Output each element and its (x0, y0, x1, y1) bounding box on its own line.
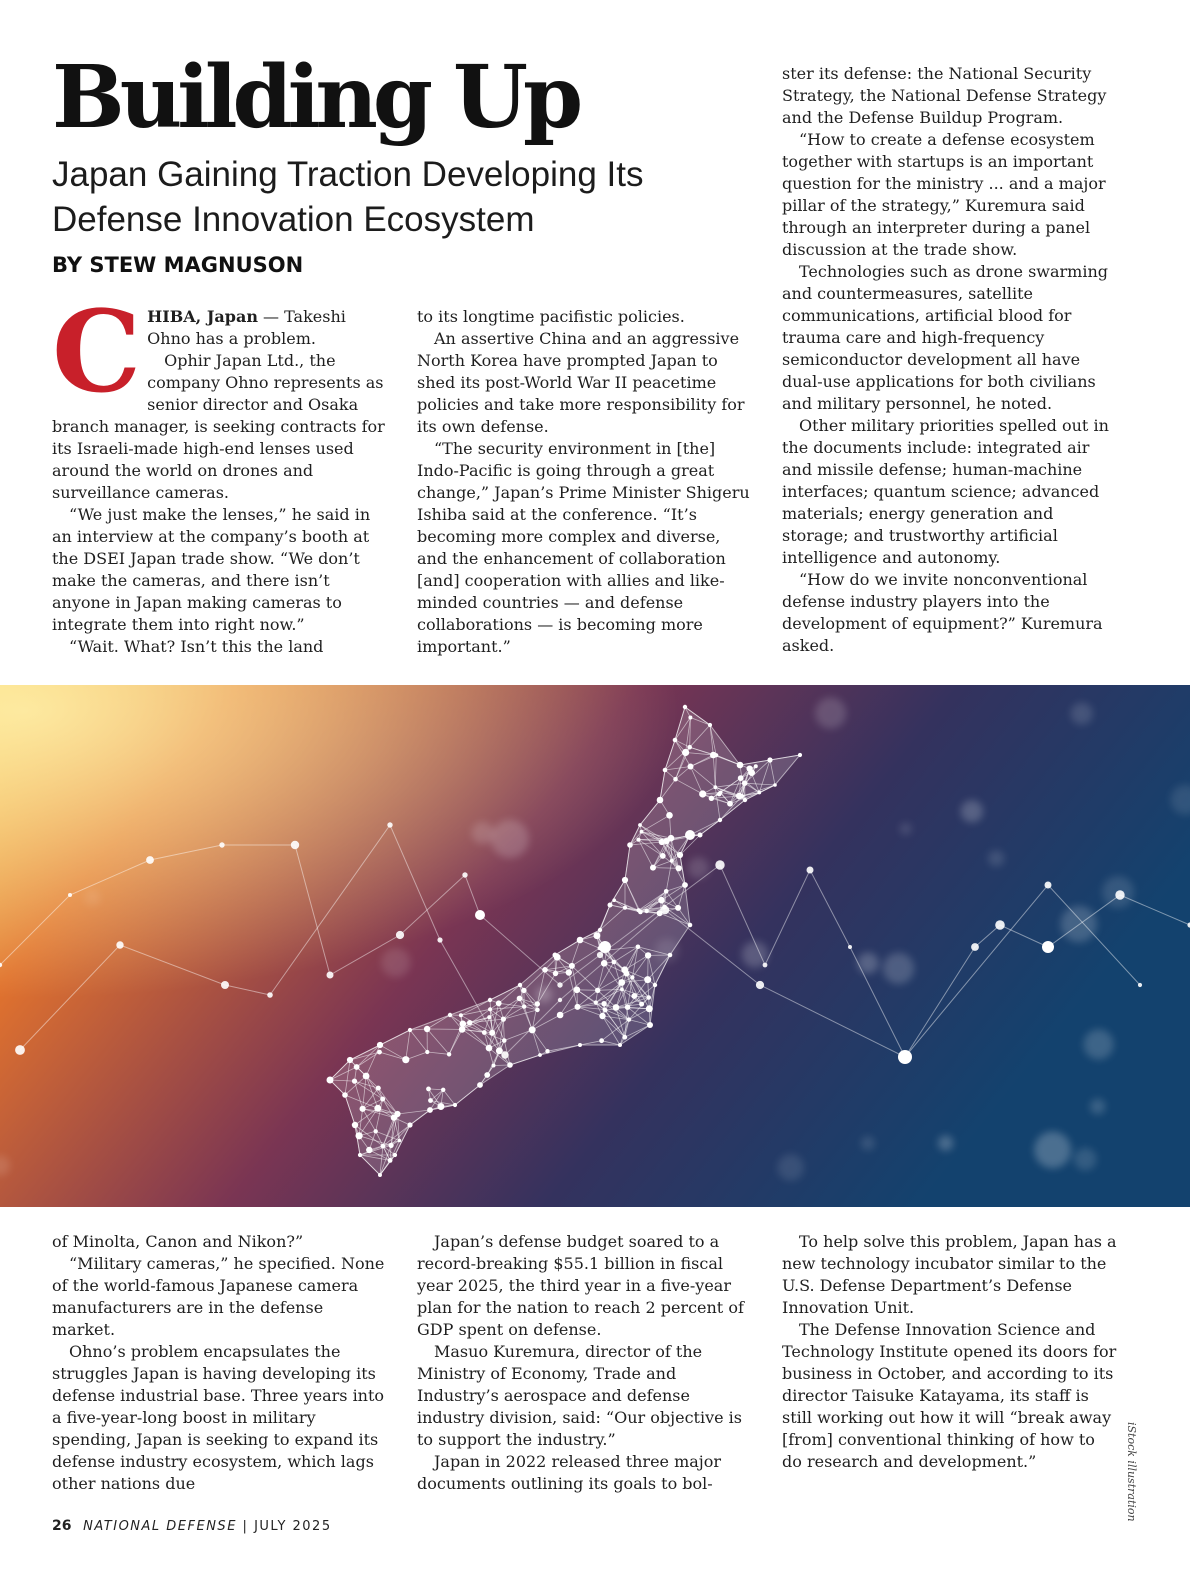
map-node (676, 865, 682, 871)
top-column-3 (782, 63, 1118, 657)
map-node (699, 790, 706, 797)
bokeh-light (1034, 1132, 1071, 1169)
map-node (354, 1064, 360, 1070)
map-node (425, 1050, 429, 1054)
network-node (437, 937, 442, 942)
map-node (714, 753, 718, 757)
network-node (848, 945, 852, 949)
bottom-column-2 (417, 1231, 753, 1495)
map-node (636, 838, 640, 842)
map-node (623, 906, 627, 910)
map-node (594, 932, 601, 939)
network-node (756, 981, 764, 989)
map-node (599, 1013, 605, 1019)
map-node (599, 941, 611, 953)
paragraph: “How do we invite nonconventional defense industry players into the development of equipment?” Kuremura asked. (782, 570, 1103, 655)
map-node (687, 745, 692, 750)
map-node (407, 1122, 412, 1127)
map-node (557, 1012, 564, 1019)
map-node (529, 1026, 536, 1033)
map-node (767, 757, 772, 762)
map-node (488, 1007, 492, 1011)
drop-cap: C (52, 287, 142, 418)
top-column-2 (417, 306, 753, 658)
map-node (459, 1013, 463, 1017)
map-node (459, 1026, 466, 1033)
paragraph: “The security environment in [the] Indo-Pacific is going through a great change,” Japan’s Prime Minister Shigeru Ishiba said at the conference. “It’s becoming more complex and diverse, and the enhancement of collaboration [and] cooperation with allies and like-minded countries — and defense collaborations — is becoming more important.” (417, 439, 750, 656)
page-number: 26 (52, 1518, 72, 1534)
map-node (644, 976, 651, 983)
map-node (507, 1062, 513, 1068)
map-node (389, 1143, 394, 1148)
map-node (393, 1153, 397, 1157)
continued-paragraph: of Minolta, Canon and Nikon?” (52, 1232, 304, 1251)
map-node (578, 1043, 582, 1047)
map-node (394, 1111, 400, 1117)
map-node (682, 882, 688, 888)
map-node (670, 859, 674, 863)
network-node (291, 841, 299, 849)
paragraph: “Military cameras,” he specified. None of the world-famous Japanese camera manufacturers are in the defense market. (52, 1254, 385, 1339)
top-column-1 (52, 287, 388, 658)
map-node (717, 792, 722, 797)
map-node (640, 830, 644, 834)
bokeh-light (1074, 1148, 1096, 1170)
map-node (675, 905, 681, 911)
map-node (366, 1147, 372, 1153)
map-node (618, 1043, 622, 1047)
map-node (380, 1097, 385, 1102)
map-node (377, 1042, 383, 1048)
map-node (356, 1132, 363, 1139)
map-node (698, 833, 703, 838)
map-node (773, 783, 777, 787)
map-node (327, 1077, 334, 1084)
map-node (622, 1035, 627, 1040)
map-node (360, 1106, 366, 1112)
map-node (662, 905, 667, 910)
map-node (666, 812, 673, 819)
map-node (342, 1092, 348, 1098)
map-node (437, 1103, 444, 1110)
dateline: HIBA, Japan (147, 307, 258, 326)
footer-separator: | (242, 1519, 249, 1534)
bokeh-light (1084, 1029, 1114, 1059)
map-node (668, 835, 675, 842)
map-node (376, 1086, 381, 1091)
map-node (577, 937, 584, 944)
map-node (448, 1013, 452, 1017)
map-node (378, 1173, 382, 1177)
image-credit: iStock illustration (1125, 1422, 1138, 1522)
map-node (553, 971, 558, 976)
article-subtitle: Japan Gaining Traction Developing Its Defense Innovation Ecosystem (52, 155, 644, 239)
map-node (688, 923, 693, 928)
map-node (663, 768, 668, 773)
bokeh-light (381, 948, 410, 977)
map-node (738, 775, 744, 781)
network-node (898, 1050, 912, 1064)
map-node (742, 781, 747, 786)
lead-text: — Takeshi Ohno has a problem. (147, 307, 346, 348)
map-node (535, 1001, 540, 1006)
map-node (688, 764, 694, 770)
map-node (618, 979, 625, 986)
map-node (492, 1064, 496, 1068)
publication-name: NATIONAL DEFENSE (83, 1519, 237, 1534)
network-node (462, 872, 467, 877)
map-node (636, 945, 641, 950)
bokeh-light (815, 698, 846, 729)
map-node (482, 1030, 487, 1035)
network-node (219, 842, 224, 847)
map-node (377, 1050, 382, 1055)
map-node (374, 1105, 381, 1112)
map-node (620, 988, 624, 992)
bokeh-light (84, 889, 100, 905)
network-node (396, 931, 404, 939)
map-node (708, 723, 712, 727)
continued-paragraph: to its longtime pacifistic policies. (417, 307, 685, 326)
map-node (757, 791, 761, 795)
map-node (718, 818, 722, 822)
map-node (518, 983, 522, 987)
map-node (599, 1038, 604, 1043)
map-node (748, 769, 755, 776)
map-node (743, 798, 747, 802)
network-node (387, 822, 392, 827)
map-node (598, 928, 602, 932)
bokeh-light (857, 953, 878, 974)
map-node (595, 988, 600, 993)
map-node (660, 853, 666, 859)
bottom-column-1 (52, 1231, 388, 1495)
map-node (646, 1005, 653, 1012)
map-node (477, 1082, 483, 1088)
paragraph: Masuo Kuremura, director of the Ministry of Economy, Trade and Industry’s aerospace and defense industry division, said: “Our objective is to support the industry.” (417, 1342, 742, 1449)
network-node (475, 910, 485, 920)
map-node (673, 777, 678, 782)
map-node (352, 1079, 357, 1084)
paragraph: “Wait. What? Isn’t this the land (69, 637, 324, 656)
map-node (352, 1122, 358, 1128)
map-node (682, 749, 689, 756)
map-node (630, 975, 634, 979)
paragraph: An assertive China and an aggressive North Korea have prompted Japan to shed its post-World War II peacetime policies and take more responsibility for its own defense. (417, 329, 745, 436)
map-node (569, 963, 575, 969)
map-node (644, 909, 648, 913)
network-node (221, 981, 229, 989)
byline: BY STEW MAGNUSON (52, 253, 304, 277)
bokeh-light (1090, 1099, 1105, 1114)
map-node (486, 1045, 493, 1052)
map-node (408, 1028, 412, 1032)
map-node (521, 988, 526, 993)
network-node (68, 893, 72, 897)
network-node (763, 963, 768, 968)
network-node (267, 992, 273, 998)
paragraph: Japan in 2022 released three major documents outlining its goals to bol- (417, 1452, 722, 1493)
map-node (631, 993, 637, 999)
bottom-column-3 (782, 1231, 1118, 1473)
bokeh-light (961, 800, 983, 822)
network-node (807, 867, 814, 874)
map-node (363, 1073, 370, 1080)
map-node (683, 705, 687, 709)
paragraph: The Defense Innovation Science and Technology Institute opened its doors for business in October, and according to its director Taisuke Katayama, its staff is still working out how it will “break away [from] conventional thinking of how to do research and development.” (782, 1320, 1117, 1471)
map-node (467, 1020, 472, 1025)
map-node (347, 1057, 353, 1063)
map-node (627, 842, 633, 848)
map-node (657, 910, 663, 916)
map-node (594, 1000, 598, 1004)
network-node (146, 856, 154, 864)
network-node (715, 860, 724, 869)
map-node (677, 852, 683, 858)
bokeh-light (472, 822, 494, 844)
map-node (754, 764, 758, 768)
map-node (688, 716, 692, 720)
paragraph: Japan’s defense budget soared to a record-breaking $55.1 billion in fiscal year 2025, the third year in a five-year plan for the nation to reach 2 percent of GDP spent on defense. (417, 1232, 744, 1339)
map-node (398, 1139, 402, 1143)
map-node (522, 1004, 526, 1008)
map-node (624, 971, 630, 977)
bokeh-light (861, 1136, 875, 1150)
paragraph: Ohno’s problem encapsulates the struggles Japan is having developing its defense industrial base. Three years into a five-year-long boost in military spending, Japan is seeking to expand its defense industry ecosystem, which lags other nations due (52, 1342, 385, 1493)
paragraph: Ophir Japan Ltd., the company Ohno represents as senior director and Osaka branch manager, is seeking contracts for its Israeli-made high-end lenses used around the world on drones and surveillance cameras. (52, 351, 385, 502)
paragraph: To help solve this problem, Japan has a new technology incubator similar to the U.S. Defense Department’s Defense Innovation Unit. (782, 1232, 1117, 1317)
map-node (381, 1144, 386, 1149)
bokeh-light (988, 850, 1004, 866)
page-footer (52, 1518, 332, 1534)
network-node (1045, 882, 1052, 889)
bokeh-light (900, 823, 912, 835)
map-node (601, 960, 608, 967)
network-node (1115, 890, 1124, 899)
network-node (15, 1045, 25, 1055)
map-node (657, 797, 664, 804)
map-node (566, 969, 572, 975)
network-node (1138, 983, 1142, 987)
map-node (487, 1015, 491, 1019)
map-node (575, 1004, 581, 1010)
network-node (995, 920, 1005, 930)
map-node (488, 998, 492, 1002)
map-node (496, 1047, 503, 1054)
map-node (535, 1008, 540, 1013)
map-node (374, 1129, 378, 1133)
map-node (402, 1056, 409, 1063)
map-node (441, 1088, 445, 1092)
map-node (612, 960, 617, 965)
japan-network-illustration (0, 685, 1190, 1207)
map-node (542, 967, 548, 973)
map-node (639, 1002, 644, 1007)
network-node (327, 972, 334, 979)
map-node (713, 785, 717, 789)
map-node (460, 1021, 467, 1028)
map-node (424, 1026, 430, 1032)
bokeh-light (883, 953, 914, 984)
map-node (798, 753, 802, 757)
paragraph: “We just make the lenses,” he said in an interview at the company’s booth at the DSEI Japan trade show. “We don’t make the cameras, and there isn’t anyone in Japan making cameras to integrate them into right now.” (52, 505, 371, 634)
map-node (517, 996, 523, 1002)
map-node (613, 1004, 620, 1011)
article-title: Building Up (52, 47, 579, 148)
map-node (545, 1049, 549, 1053)
map-node (453, 1103, 457, 1107)
map-node (603, 1008, 607, 1012)
map-node (627, 1017, 631, 1021)
map-node (650, 865, 656, 871)
bokeh-light (938, 1136, 953, 1151)
issue-date: JULY 2025 (254, 1519, 332, 1534)
map-node (426, 1087, 431, 1092)
map-node (502, 1038, 507, 1043)
map-node (612, 898, 616, 902)
paragraph: Technologies such as drone swarming and countermeasures, satellite communications, artificial blood for trauma care and high-frequency semiconductor development all have dual-use applications for both civilians and military personnel, he noted. (782, 262, 1108, 413)
map-node (727, 801, 733, 807)
map-node (645, 952, 651, 958)
map-node (447, 1052, 451, 1056)
map-node (737, 762, 744, 769)
map-node (736, 793, 743, 800)
map-node (388, 1158, 393, 1163)
map-node (625, 1005, 630, 1010)
map-node (484, 1072, 490, 1078)
map-node (658, 897, 665, 904)
map-node (638, 823, 642, 827)
map-node (709, 796, 714, 801)
paragraph: Other military priorities spelled out in the documents include: integrated air and missile defense; human-machine interfaces; quantum science; advanced materials; energy generation and storage; and trustworthy artificial intelligence and autonomy. (782, 416, 1109, 567)
map-node (664, 889, 669, 894)
paragraph: “How to create a defense ecosystem together with startups is an important question for the ministry ... and a major pillar of the strategy,” Kuremura said through an interpreter during a panel discussion at the trade show. (782, 130, 1106, 259)
map-node (501, 1017, 506, 1022)
map-node (685, 830, 695, 840)
map-node (358, 1153, 362, 1157)
network-node (1042, 941, 1054, 953)
network-node (971, 943, 979, 951)
map-node (653, 983, 657, 987)
bokeh-light (1071, 703, 1093, 725)
continued-paragraph: ster its defense: the National Security Strategy, the National Defense Strategy and the Defense Buildup Program. (782, 64, 1107, 127)
map-node (538, 1053, 542, 1057)
bokeh-light (491, 820, 529, 858)
map-node (427, 1107, 433, 1113)
map-node (622, 877, 628, 883)
map-node (554, 954, 561, 961)
map-node (601, 1001, 606, 1006)
map-node (574, 987, 581, 994)
map-node (489, 1030, 495, 1036)
bokeh-light (778, 1154, 804, 1180)
network-node (116, 941, 123, 948)
map-node (428, 1098, 433, 1103)
map-node (668, 953, 673, 958)
map-node (608, 903, 613, 908)
map-node (673, 738, 678, 743)
map-node (496, 1000, 502, 1006)
map-node (646, 995, 651, 1000)
bokeh-light (1061, 906, 1097, 942)
map-node (647, 1022, 653, 1028)
map-node (637, 908, 641, 912)
